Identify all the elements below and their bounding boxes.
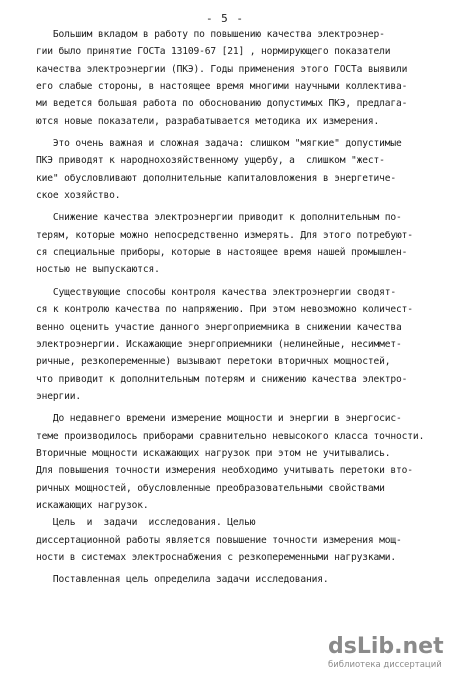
dslib-watermark[interactable] bbox=[328, 634, 444, 675]
text-line: Большим вкладом в работу по повышению качества электроэнер- bbox=[36, 29, 385, 40]
text-line: Поставленная цель определила задачи исследования. bbox=[36, 574, 329, 586]
text-line: Существующие способы контроля качества электроэнергии сводят- bbox=[36, 286, 397, 298]
text-line: До недавнего времени измерение мощности и энергии в энергосис- bbox=[36, 413, 402, 425]
text-line: ностью не выпускаются. bbox=[36, 264, 160, 276]
text-line: ся к контролю качества по напряжению. При этом невозможно количест- bbox=[36, 304, 413, 316]
text-line: ричных мощностей, обусловленные преобразовательными свойствами bbox=[36, 482, 385, 494]
text-line: диссертационной работы является повышение точности измерения мощ- bbox=[36, 534, 402, 546]
text-line: венно оценить участие данного энергоприемника в снижении качества bbox=[36, 321, 402, 333]
body-text bbox=[36, 26, 436, 589]
page-number: - 5 - bbox=[205, 12, 245, 25]
text-line: Вторичные мощности искажающих нагрузок при этом не учитывались. bbox=[36, 447, 391, 459]
text-line: энергии. bbox=[36, 390, 82, 402]
text-line: ское хозяйство. bbox=[36, 190, 121, 202]
text-line: ности в системах электроснабжения с резкопеременными нагрузками. bbox=[36, 551, 397, 563]
text-line: ся специальные приборы, которые в настоящее время нашей промышлен- bbox=[36, 247, 408, 259]
text-line: электроэнергии. Искажающие энергоприемники (нелинейные, несиммет- bbox=[36, 338, 402, 350]
text-line: что приводит к дополнительным потерям и снижению качества электро- bbox=[36, 373, 408, 385]
text-line: гии было принятие ГОСТа 13109-67 [21] , нормирующего показатели bbox=[36, 46, 391, 58]
text-line: Это очень важная и сложная задача: слишком "мягкие" допустимые bbox=[36, 138, 402, 150]
watermark-logo: dsLib.net bbox=[328, 634, 444, 659]
text-line: терям, которые можно непосредственно измерять. Для этого потребуют- bbox=[36, 229, 413, 241]
text-line: искажающих нагрузок. bbox=[36, 499, 149, 511]
watermark-subtitle: библиотека диссертаций bbox=[328, 660, 442, 670]
text-line: ются новые показатели, разрабатывается методика их измерения. bbox=[36, 115, 380, 127]
text-line: Для повышения точности измерения необходимо учитывать перетоки вто- bbox=[36, 465, 413, 477]
text-line: ми ведется большая работа по обоснованию допустимых ПКЭ, предлага- bbox=[36, 98, 408, 110]
text-line: кие" обусловливают дополнительные капиталовложения в энергетиче- bbox=[36, 172, 397, 184]
text-line: его слабые стороны, в настоящее время многими научными коллектива- bbox=[36, 81, 408, 93]
text-line: ричные, резкопеременные) вызывают перетоки вторичных мощностей, bbox=[36, 356, 391, 368]
text-line: теме производилось приборами сравнительно невысокого класса точности. bbox=[36, 430, 425, 442]
text-line: Цель и задачи исследования. Целью bbox=[36, 517, 256, 529]
text-line: Снижение качества электроэнергии приводит к дополнительным по- bbox=[36, 212, 402, 224]
text-line: ПКЭ приводят к народнохозяйственному ущербу, а слишком "жест- bbox=[36, 155, 385, 167]
text-line: качества электроэнергии (ПКЭ). Годы применения этого ГОСТа выявили bbox=[36, 63, 408, 75]
